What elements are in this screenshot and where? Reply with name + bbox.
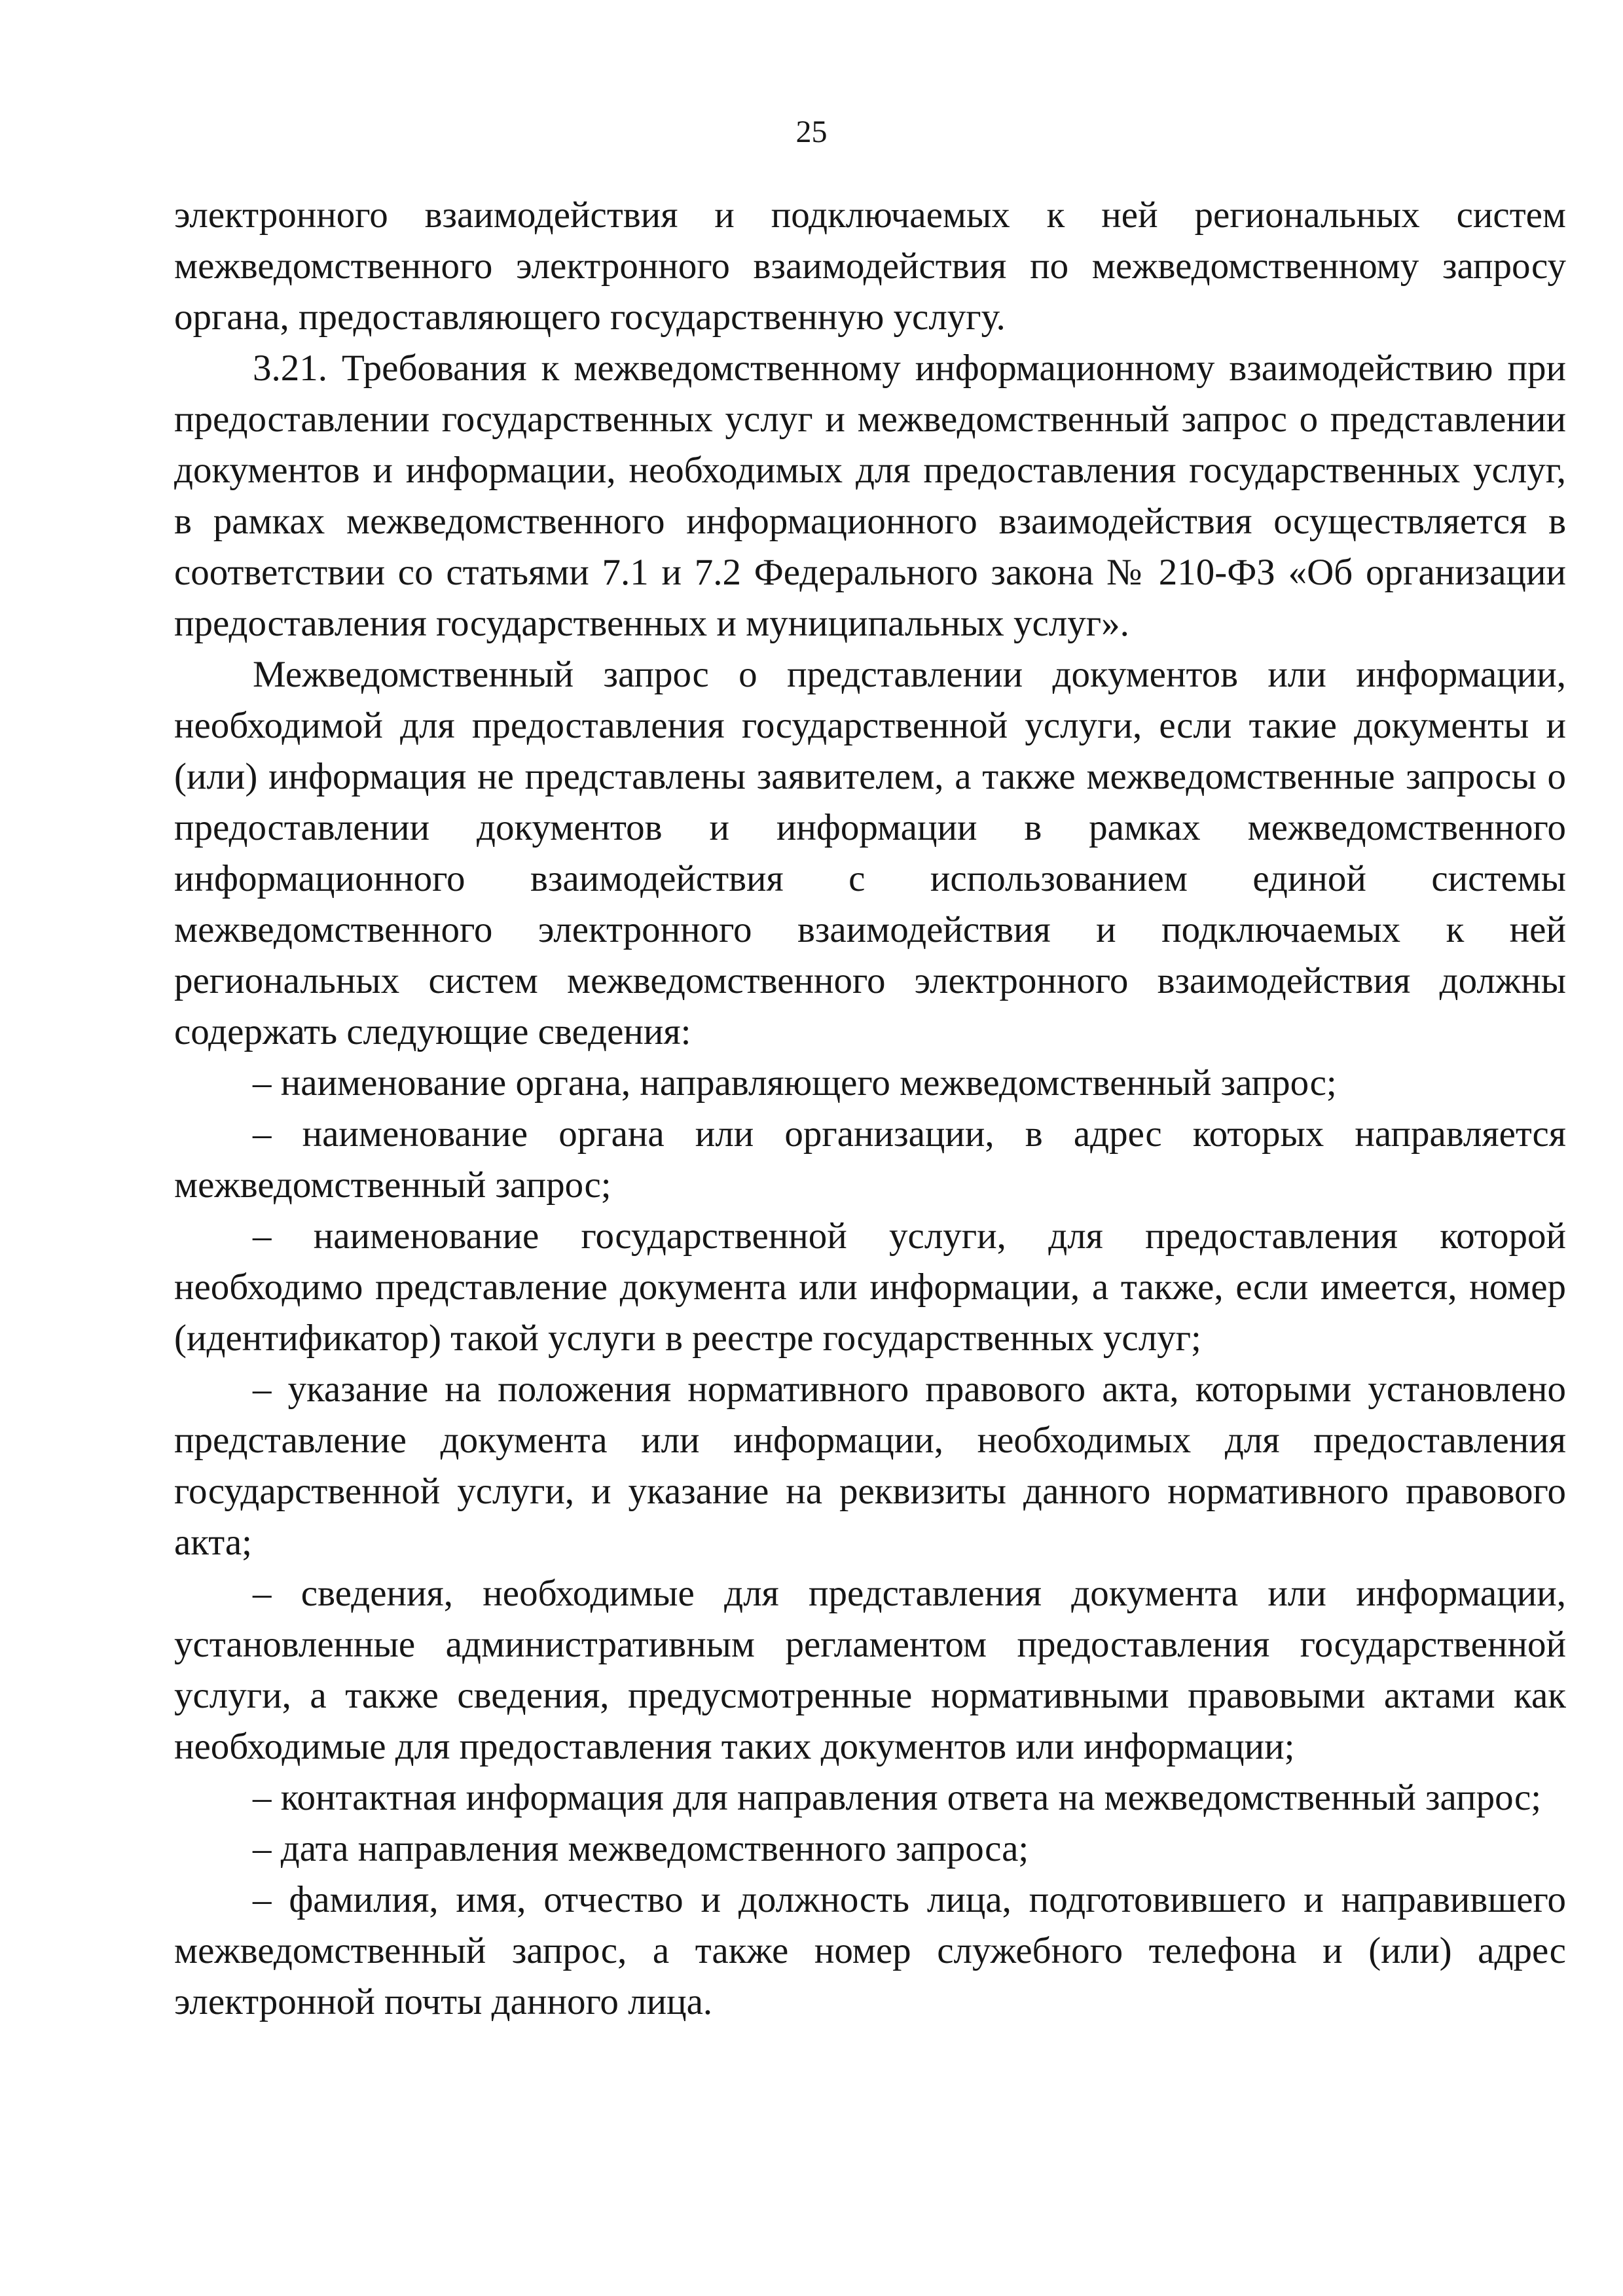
list-item: – наименование государственной услуги, для предоставления которой необходимо представление документа или информации, а также, если имеется, номер (идентификатор) такой услуги в реестре государственных услуг; [174,1215,1566,1359]
list-item: – фамилия, имя, отчество и должность лица, подготовившего и направившего межведомственный запрос, а также номер служебного телефона и (или) адрес электронной почты данного лица. [174,1879,1566,2022]
document-body [174,190,1566,2028]
list-item: – наименование органа, направляющего межведомственный запрос; [253,1062,1337,1103]
list-item: – контактная информация для направления ответа на межведомственный запрос; [253,1777,1542,1818]
list-item: – дата направления межведомственного запроса; [253,1828,1029,1869]
list-item: – сведения, необходимые для представления документа или информации, установленные административным регламентом предоставления государственной услуги, а также сведения, предусмотренные нормативными правовыми актами как необходимые для предоставления таких документов или информации; [174,1573,1566,1767]
paragraph-continuation: электронного взаимодействия и подключаемых к ней региональных систем межведомственного электронного взаимодействия по межведомственному запросу органа, предоставляющего государственную услугу. [174,194,1566,338]
page-number: 25 [795,115,828,149]
paragraph-interagency-request: Межведомственный запрос о представлении документов или информации, необходимой для предоставления государственной услуги, если такие документы и (или) информация не представлены заявителем, а также межведомственные запросы о предоставлении документов и информации в рамках межведомственного информационного взаимодействия с использованием единой системы межведомственного электронного взаимодействия и подключаемых к ней региональных систем межведомственного электронного взаимодействия должны содержать следующие сведения: [174,654,1566,1052]
list-item: – указание на положения нормативного правового акта, которыми установлено представление документа или информации, необходимых для предоставления государственной услуги, и указание на реквизиты данного нормативного правового акта; [174,1369,1566,1563]
paragraph-3-21: 3.21. Требования к межведомственному информационному взаимодействию при предоставлении государственных услуг и межведомственный запрос о представлении документов и информации, необходимых для предоставления государственных услуг, в рамках межведомственного информационного взаимодействия осуществляется в соответствии со статьями 7.1 и 7.2 Федерального закона № 210-ФЗ «Об организации предоставления государственных и муниципальных услуг». [174,348,1566,644]
list-item: – наименование органа или организации, в адрес которых направляется межведомственный запрос; [174,1113,1566,1206]
